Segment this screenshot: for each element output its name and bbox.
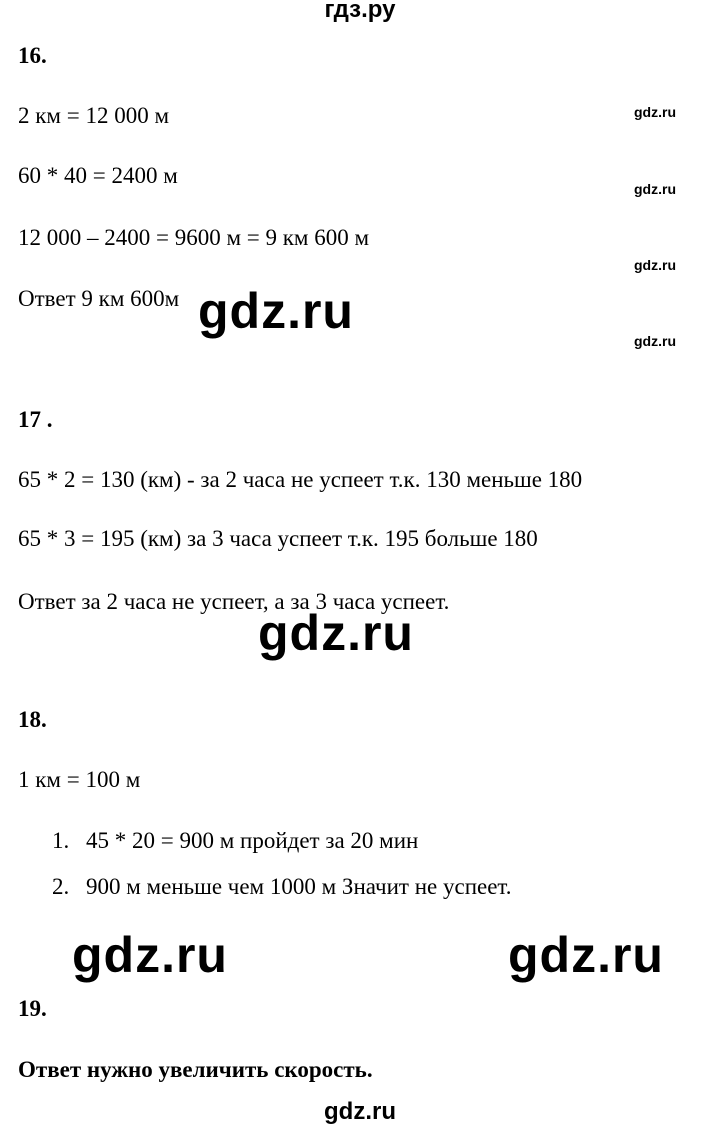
task-17-line-2: 65 * 3 = 195 (км) за 3 часа успеет т.к. 195 больше 180 bbox=[18, 526, 538, 551]
task-18-line-1: 1 км = 100 м bbox=[18, 767, 141, 792]
task-16-number: 16. bbox=[18, 43, 47, 68]
task-17-answer: Ответ за 2 часа не успеет, а за 3 часа успеет. bbox=[18, 589, 450, 614]
task-16-line-1: 2 км = 12 000 м bbox=[18, 103, 170, 128]
list-marker: 2. bbox=[52, 874, 70, 899]
watermark-large: gdz.ru bbox=[508, 927, 664, 983]
site-title: гдз.ру bbox=[324, 0, 396, 23]
task-19-answer: Ответ нужно увеличить скорость. bbox=[18, 1057, 373, 1082]
task-18-number: 18. bbox=[18, 707, 47, 732]
watermark-small: gdz.ru bbox=[634, 181, 676, 197]
task-17-line-1: 65 * 2 = 130 (км) - за 2 часа не успеет т.к. 130 меньше 180 bbox=[18, 467, 583, 492]
task-18-list-item bbox=[52, 827, 418, 855]
task-16-line-2: 60 * 40 = 2400 м bbox=[18, 163, 178, 188]
list-item-text: 45 * 20 = 900 м пройдет за 20 мин bbox=[86, 828, 419, 853]
watermark-small: gdz.ru bbox=[634, 104, 676, 120]
task-18-list-item bbox=[52, 873, 512, 901]
watermark-small: gdz.ru bbox=[634, 257, 676, 273]
task-16-line-3: 12 000 – 2400 = 9600 м = 9 км 600 м bbox=[18, 225, 370, 250]
watermark-large: gdz.ru bbox=[72, 927, 228, 983]
task-19-number: 19. bbox=[18, 996, 47, 1021]
task-17-number: 17 . bbox=[18, 407, 53, 432]
watermark-large: gdz.ru bbox=[198, 283, 354, 339]
list-marker: 1. bbox=[52, 828, 70, 853]
watermark-small: gdz.ru bbox=[634, 333, 676, 349]
list-item-text: 900 м меньше чем 1000 м Значит не успеет. bbox=[86, 874, 512, 899]
watermark-large: gdz.ru bbox=[258, 605, 414, 661]
task-16-answer: Ответ 9 км 600м bbox=[18, 286, 180, 311]
footer-watermark: gdz.ru bbox=[324, 1098, 396, 1125]
